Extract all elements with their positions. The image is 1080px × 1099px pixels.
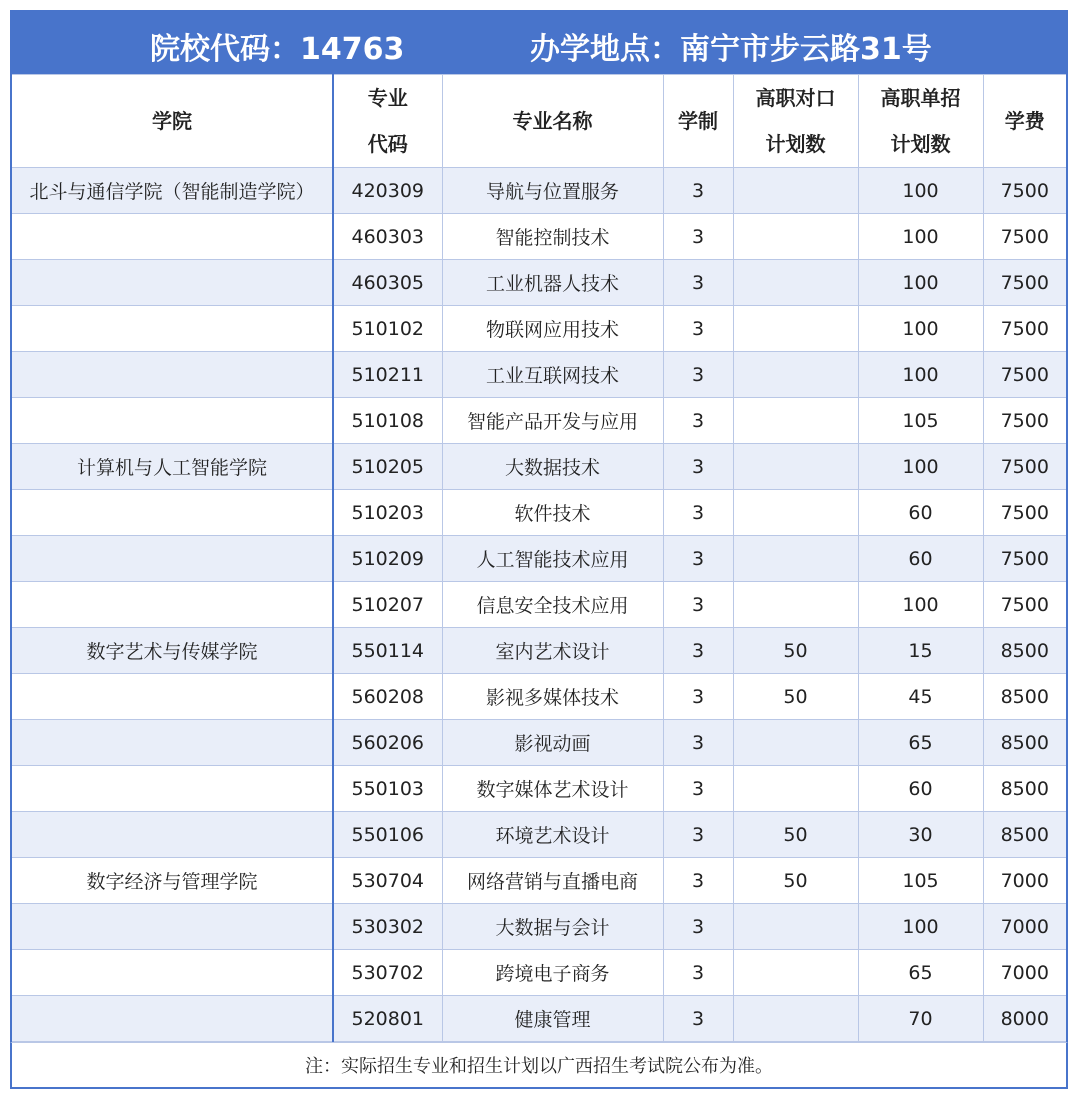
majors-table — [10, 74, 1068, 1042]
cell-code: 550114 — [333, 628, 442, 674]
cell-code: 510207 — [333, 582, 442, 628]
table-row — [11, 812, 1067, 858]
cell-fee: 7500 — [983, 582, 1067, 628]
cell-years: 3 — [663, 674, 733, 720]
cell-plan-duikou — [733, 582, 858, 628]
cell-college — [11, 536, 333, 582]
cell-years: 3 — [663, 536, 733, 582]
cell-code: 510102 — [333, 306, 442, 352]
cell-major: 环境艺术设计 — [442, 812, 663, 858]
cell-plan-duikou — [733, 720, 858, 766]
cell-fee: 8500 — [983, 812, 1067, 858]
cell-college — [11, 582, 333, 628]
cell-plan-duikou — [733, 490, 858, 536]
cell-plan-danzhao: 100 — [858, 214, 983, 260]
cell-plan-danzhao: 100 — [858, 582, 983, 628]
cell-college — [11, 490, 333, 536]
cell-plan-danzhao: 65 — [858, 720, 983, 766]
cell-college — [11, 950, 333, 996]
cell-code: 460305 — [333, 260, 442, 306]
cell-plan-danzhao: 100 — [858, 904, 983, 950]
cell-major: 跨境电子商务 — [442, 950, 663, 996]
cell-fee: 7500 — [983, 306, 1067, 352]
cell-code: 510203 — [333, 490, 442, 536]
cell-plan-duikou — [733, 214, 858, 260]
cell-major: 智能控制技术 — [442, 214, 663, 260]
cell-college — [11, 904, 333, 950]
cell-college — [11, 812, 333, 858]
cell-college — [11, 766, 333, 812]
cell-plan-danzhao: 100 — [858, 352, 983, 398]
header-college: 学院 — [11, 75, 333, 168]
cell-plan-danzhao: 60 — [858, 766, 983, 812]
cell-years: 3 — [663, 214, 733, 260]
cell-plan-duikou: 50 — [733, 674, 858, 720]
cell-years: 3 — [663, 398, 733, 444]
cell-college: 数字艺术与传媒学院 — [11, 628, 333, 674]
cell-code: 520801 — [333, 996, 442, 1042]
cell-plan-duikou — [733, 398, 858, 444]
table-row — [11, 352, 1067, 398]
cell-college — [11, 720, 333, 766]
header-code: 专业 代码 — [333, 75, 442, 168]
cell-years: 3 — [663, 720, 733, 766]
cell-code: 420309 — [333, 168, 442, 214]
cell-plan-duikou — [733, 996, 858, 1042]
cell-fee: 8500 — [983, 720, 1067, 766]
cell-years: 3 — [663, 996, 733, 1042]
cell-college — [11, 398, 333, 444]
cell-major: 大数据技术 — [442, 444, 663, 490]
cell-code: 510205 — [333, 444, 442, 490]
cell-major: 大数据与会计 — [442, 904, 663, 950]
cell-code: 560208 — [333, 674, 442, 720]
cell-code: 460303 — [333, 214, 442, 260]
cell-college — [11, 260, 333, 306]
cell-major: 健康管理 — [442, 996, 663, 1042]
cell-fee: 7500 — [983, 168, 1067, 214]
footnote: 注：实际招生专业和招生计划以广西招生考试院公布为准。 — [10, 1042, 1068, 1089]
table-row — [11, 858, 1067, 904]
cell-fee: 8500 — [983, 766, 1067, 812]
header-major: 专业名称 — [442, 75, 663, 168]
cell-plan-duikou — [733, 536, 858, 582]
cell-plan-danzhao: 15 — [858, 628, 983, 674]
cell-fee: 7500 — [983, 398, 1067, 444]
cell-fee: 7500 — [983, 490, 1067, 536]
cell-major: 信息安全技术应用 — [442, 582, 663, 628]
cell-fee: 8500 — [983, 628, 1067, 674]
cell-major: 工业互联网技术 — [442, 352, 663, 398]
cell-plan-danzhao: 70 — [858, 996, 983, 1042]
table-row — [11, 398, 1067, 444]
cell-plan-danzhao: 30 — [858, 812, 983, 858]
cell-college — [11, 306, 333, 352]
cell-years: 3 — [663, 306, 733, 352]
school-code: 院校代码：14763 — [150, 32, 405, 67]
header-plan-danzhao: 高职单招 计划数 — [858, 75, 983, 168]
table-row — [11, 628, 1067, 674]
table-row — [11, 904, 1067, 950]
cell-major: 人工智能技术应用 — [442, 536, 663, 582]
cell-college — [11, 996, 333, 1042]
table-row — [11, 444, 1067, 490]
cell-plan-danzhao: 105 — [858, 858, 983, 904]
cell-code: 550103 — [333, 766, 442, 812]
cell-years: 3 — [663, 444, 733, 490]
cell-years: 3 — [663, 904, 733, 950]
cell-plan-danzhao: 45 — [858, 674, 983, 720]
cell-college — [11, 214, 333, 260]
cell-plan-danzhao: 100 — [858, 306, 983, 352]
cell-years: 3 — [663, 490, 733, 536]
cell-fee: 8000 — [983, 996, 1067, 1042]
table-row — [11, 306, 1067, 352]
table-header-row — [11, 75, 1067, 168]
cell-fee: 7500 — [983, 352, 1067, 398]
cell-plan-duikou — [733, 352, 858, 398]
table-row — [11, 214, 1067, 260]
cell-code: 530704 — [333, 858, 442, 904]
header-banner — [10, 10, 1068, 74]
cell-major: 网络营销与直播电商 — [442, 858, 663, 904]
cell-code: 510209 — [333, 536, 442, 582]
cell-plan-danzhao: 100 — [858, 168, 983, 214]
cell-code: 510108 — [333, 398, 442, 444]
cell-code: 510211 — [333, 352, 442, 398]
cell-years: 3 — [663, 260, 733, 306]
cell-plan-danzhao: 105 — [858, 398, 983, 444]
cell-college — [11, 352, 333, 398]
cell-college: 数字经济与管理学院 — [11, 858, 333, 904]
cell-fee: 7500 — [983, 260, 1067, 306]
cell-fee: 7000 — [983, 950, 1067, 996]
cell-fee: 7000 — [983, 904, 1067, 950]
cell-plan-duikou — [733, 260, 858, 306]
cell-plan-danzhao: 60 — [858, 490, 983, 536]
cell-major: 影视动画 — [442, 720, 663, 766]
cell-years: 3 — [663, 950, 733, 996]
cell-code: 530702 — [333, 950, 442, 996]
cell-major: 工业机器人技术 — [442, 260, 663, 306]
cell-major: 影视多媒体技术 — [442, 674, 663, 720]
cell-years: 3 — [663, 766, 733, 812]
table-row — [11, 950, 1067, 996]
table-row — [11, 996, 1067, 1042]
cell-years: 3 — [663, 858, 733, 904]
table-row — [11, 536, 1067, 582]
cell-years: 3 — [663, 628, 733, 674]
header-plan-duikou: 高职对口 计划数 — [733, 75, 858, 168]
cell-years: 3 — [663, 168, 733, 214]
cell-plan-duikou: 50 — [733, 628, 858, 674]
table-row — [11, 260, 1067, 306]
cell-college: 北斗与通信学院（智能制造学院） — [11, 168, 333, 214]
cell-plan-duikou — [733, 306, 858, 352]
cell-major: 导航与位置服务 — [442, 168, 663, 214]
cell-plan-danzhao: 65 — [858, 950, 983, 996]
header-years: 学制 — [663, 75, 733, 168]
cell-plan-duikou: 50 — [733, 812, 858, 858]
school-location: 办学地点：南宁市步云路31号 — [530, 32, 932, 67]
cell-major: 物联网应用技术 — [442, 306, 663, 352]
cell-college — [11, 674, 333, 720]
cell-major: 软件技术 — [442, 490, 663, 536]
table-row — [11, 490, 1067, 536]
table-row — [11, 766, 1067, 812]
cell-major: 智能产品开发与应用 — [442, 398, 663, 444]
cell-code: 550106 — [333, 812, 442, 858]
cell-years: 3 — [663, 812, 733, 858]
cell-plan-duikou — [733, 766, 858, 812]
cell-plan-duikou — [733, 168, 858, 214]
cell-college: 计算机与人工智能学院 — [11, 444, 333, 490]
enrollment-sheet — [10, 10, 1068, 1089]
cell-plan-duikou: 50 — [733, 858, 858, 904]
cell-fee: 8500 — [983, 674, 1067, 720]
cell-major: 室内艺术设计 — [442, 628, 663, 674]
cell-fee: 7500 — [983, 444, 1067, 490]
cell-plan-duikou — [733, 444, 858, 490]
cell-years: 3 — [663, 582, 733, 628]
table-row — [11, 582, 1067, 628]
cell-major: 数字媒体艺术设计 — [442, 766, 663, 812]
table-row — [11, 720, 1067, 766]
cell-plan-duikou — [733, 904, 858, 950]
cell-code: 560206 — [333, 720, 442, 766]
table-row — [11, 168, 1067, 214]
cell-fee: 7500 — [983, 214, 1067, 260]
cell-plan-danzhao: 100 — [858, 260, 983, 306]
cell-plan-duikou — [733, 950, 858, 996]
cell-fee: 7000 — [983, 858, 1067, 904]
cell-code: 530302 — [333, 904, 442, 950]
table-row — [11, 674, 1067, 720]
header-fee: 学费 — [983, 75, 1067, 168]
cell-years: 3 — [663, 352, 733, 398]
cell-plan-danzhao: 100 — [858, 444, 983, 490]
cell-fee: 7500 — [983, 536, 1067, 582]
cell-plan-danzhao: 60 — [858, 536, 983, 582]
